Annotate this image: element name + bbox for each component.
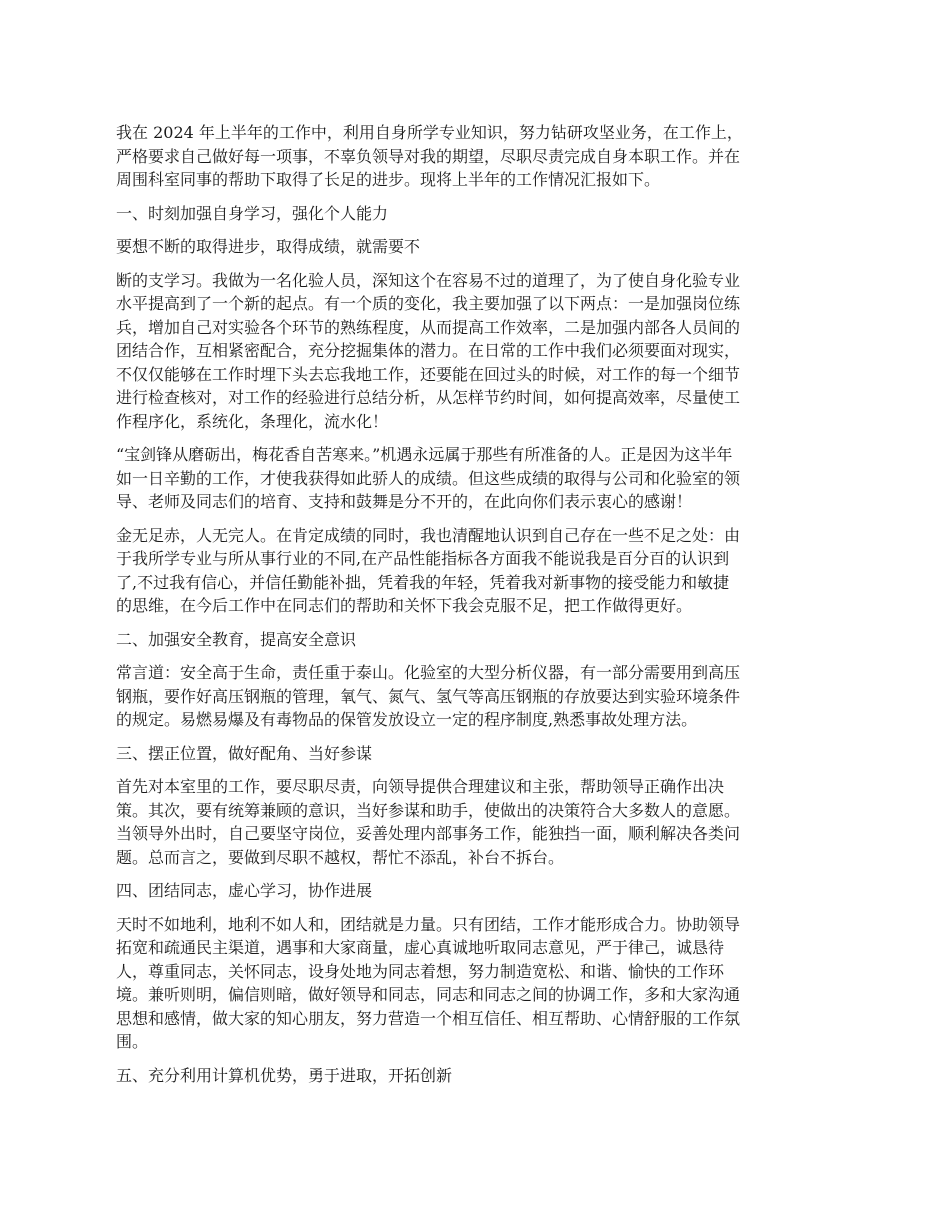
paragraph-1a: 要想不断的取得进步，取得成绩，就需要不 <box>116 237 421 256</box>
intro-paragraph: 我在 2024 年上半年的工作中，利用自身所学专业知识，努力钻研攻坚业务，在工作上， 严格要求自己做好每一项事，不辜负领导对我的期望，尽职尽责完成自身本职工作。并在 周围科室同事的帮助下取得了长足的进步。现将上半年的工作情况汇报如下。 <box>116 123 743 189</box>
paragraph-1c: “宝剑锋从磨砺出，梅花香自苦寒来。”机遇永远属于那些有所准备的人。正是因为这半年 如一日辛勤的工作，才使我获得如此骄人的成绩。但这些成绩的取得与公司和化验室的领 导、老师及同志们的培育、支持和鼓舞是分不开的，在此向你们表示衷心的感谢！ <box>116 445 741 511</box>
section-heading-3: 三、摆正位置，做好配角、当好参谋 <box>116 743 373 763</box>
document-body <box>116 121 840 1097</box>
section-heading-4: 四、团结同志，虚心学习，协作进展 <box>116 881 373 900</box>
section-heading-2: 二、加强安全教育，提高安全意识 <box>116 629 357 649</box>
paragraph-1b: 断的支学习。我做为一名化验人员，深知这个在容易不过的道理了，为了使自身化验专业 水平提高到了一个新的起点。有一个质的变化，我主要加强了以下两点：一是加强岗位练 兵，增加自己对实验各个环节的熟练程度，从而提高工作效率，二是加强内部各人员间的 团结合作，互相紧密配合，充分挖掘集体的潜力。在日常的工作中我们必须要面对现实， 不仅仅能够在工作时埋下头去忘我地工作，还要能在回过头的时候，对工作的每一个细节 进行检查核对，对工作的经验进行总结分析，从怎样节约时间，如何提高效率，尽量使工 作程序化，系统化，条理化，流水化！ <box>116 270 741 431</box>
paragraph-2: 常言道：安全高于生命，责任重于泰山。化验室的大型分析仪器，有一部分需要用到高压 钢瓶，要作好高压钢瓶的管理，氧气、氮气、氢气等高压钢瓶的存放要达到实验环境条件 的规定。易燃易爆及有毒物品的保管发放设立一定的程序制度,熟悉事故处理方法。 <box>116 663 741 729</box>
paragraph-3: 首先对本室里的工作，要尽职尽责，向领导提供合理建议和主张，帮助领导正确作出决 策。其次，要有统筹兼顾的意识，当好参谋和助手，使做出的决策符合大多数人的意愿。 当领导外出时，自己要坚守岗位，妥善处理内部事务工作，能独挡一面，顺利解决各类问 题。总而言之，要做到尽职不越权，帮忙不添乱，补台不拆台。 <box>116 777 741 867</box>
paragraph-4: 天时不如地利，地利不如人和，团结就是力量。只有团结，工作才能形成合力。协助领导 拓宽和疏通民主渠道，遇事和大家商量，虚心真诚地听取同志意见，严于律己，诚恳待 人，尊重同志，关怀同志，设身处地为同志着想，努力制造宽松、和谐、愉快的工作环 境。兼听则明，偏信则暗，做好领导和同志，同志和同志之间的协调工作，多和大家沟通 思想和感情，做大家的知心朋友，努力营造一个相互信任、相互帮助、心情舒服的工作氛 围。 <box>116 914 741 1051</box>
section-heading-5: 五、充分利用计算机优势，勇于进取，开拓创新 <box>116 1065 453 1085</box>
paragraph-1d: 金无足赤，人无完人。在肯定成绩的同时，我也清醒地认识到自己存在一些不足之处：由 于我所学专业与所从事行业的不同,在产品性能指标各方面我不能说我是百分百的认识到 了,不过我有信心，并信任勤能补拙，凭着我的年轻，凭着我对新事物的接受能力和敏捷 的思维，在今后工作中在同志们的帮助和关怀下我会克服不足，把工作做得更好。 <box>116 525 741 615</box>
section-heading-1: 一、时刻加强自身学习，强化个人能力 <box>116 203 389 223</box>
